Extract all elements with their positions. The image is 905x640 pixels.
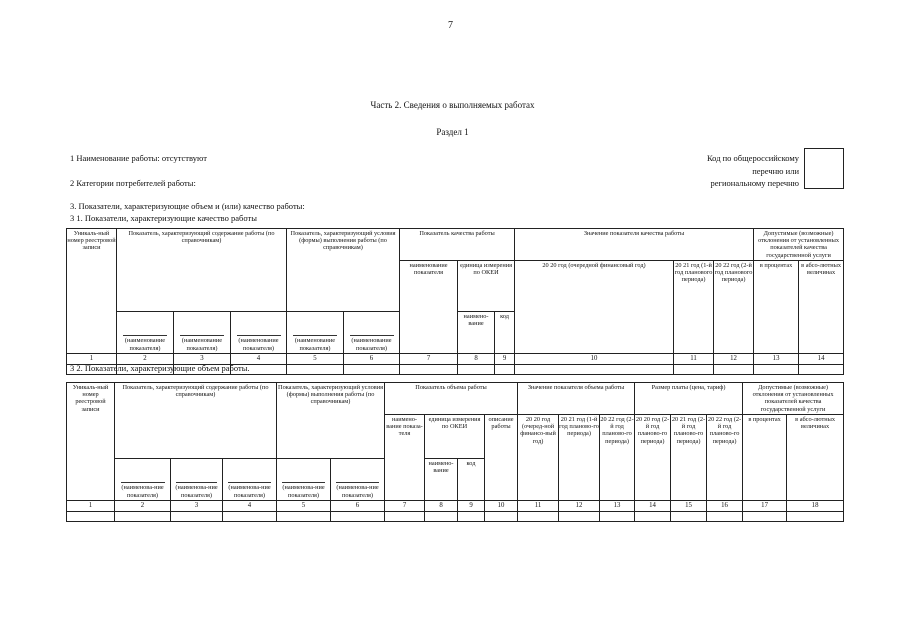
t1-head-value: Значение показателя качества работы xyxy=(515,229,754,261)
t2-head-f3: 20 22 год (2-й год планово-го периода) xyxy=(707,414,743,500)
t2-num: 2 xyxy=(115,500,171,511)
t1-param-5: (наименование показателя) xyxy=(344,311,400,353)
section-title: Раздел 1 xyxy=(436,127,469,137)
t1-head-unit: единица измерения по ОКЕИ xyxy=(458,260,515,311)
t2-param-4: (наименова-ние показателя) xyxy=(277,458,331,500)
t1-head-name: наименование показателя xyxy=(400,260,458,353)
t1-head-content: Показатель, характеризующий содержание работы (по справочникам) xyxy=(117,229,287,312)
code-label-1: Код по общероссийскому xyxy=(706,153,799,163)
code-box[interactable] xyxy=(804,148,844,189)
t1-num: 8 xyxy=(458,353,495,364)
volume-heading: 3 2. Показатели, характеризующие объем работы. xyxy=(70,363,250,373)
t2-num: 4 xyxy=(223,500,277,511)
t2-num: 5 xyxy=(277,500,331,511)
t2-num: 17 xyxy=(743,500,787,511)
t2-head-desc: описание работы xyxy=(485,414,518,500)
t1-head-unique: Уникаль-ный номер реестровой записи xyxy=(67,229,117,354)
t1-num: 3 xyxy=(174,353,231,364)
work-name-line: 1 Наименование работы: отсутствуют xyxy=(70,153,207,163)
t1-head-conditions: Показатель, характеризующий условия (формы) выполнения работы (по справочникам) xyxy=(287,229,400,312)
t2-num: 8 xyxy=(425,500,458,511)
t2-num: 12 xyxy=(559,500,600,511)
code-label-2: перечню или xyxy=(752,166,799,176)
t2-head-absolute: в абсо-лютных величинах xyxy=(787,414,844,500)
t1-head-year1: 20 20 год (очередной финансовый год) xyxy=(515,260,674,353)
t1-head-year3: 20 22 год (2-й год планового периода) xyxy=(714,260,754,353)
t2-head-percent: в процентах xyxy=(743,414,787,500)
t1-head-year2: 20 21 год (1-й год планового периода) xyxy=(674,260,714,353)
t2-num: 3 xyxy=(171,500,223,511)
page-number: 7 xyxy=(448,20,453,31)
t2-head-allowed: Допустимые (возможные) отклонения от установленных показателей качества государственной услуги xyxy=(743,383,844,415)
t2-num: 16 xyxy=(707,500,743,511)
t2-head-unit-code: код xyxy=(458,458,485,500)
t2-head-f2: 20 21 год (2-й год планово-го периода) xyxy=(671,414,707,500)
indicators-heading: 3. Показатели, характеризующие объем и (или) качество работы: xyxy=(70,201,305,211)
t2-head-volume: Показатель объема работы xyxy=(385,383,518,415)
t1-param-3: (наименование показателя) xyxy=(231,311,287,353)
t1-head-absolute: в абсо-лютных величинах xyxy=(799,260,844,353)
t2-num: 6 xyxy=(331,500,385,511)
t1-num: 10 xyxy=(515,353,674,364)
t1-head-allowed: Допустимые (возможные) отклонения от установленных показателей качества государственной услуги xyxy=(754,229,844,261)
t2-num: 9 xyxy=(458,500,485,511)
t2-num: 11 xyxy=(518,500,559,511)
code-label-3: региональному перечню xyxy=(710,178,799,188)
t2-num: 18 xyxy=(787,500,844,511)
t2-head-v3: 20 22 год (2-й год планово-го периода) xyxy=(600,414,635,500)
t1-num: 1 xyxy=(67,353,117,364)
t1-num: 12 xyxy=(714,353,754,364)
t2-num: 1 xyxy=(67,500,115,511)
part-title: Часть 2. Сведения о выполняемых работах xyxy=(370,100,535,110)
t1-num: 11 xyxy=(674,353,714,364)
t2-head-conditions: Показатель, характеризующий условия (формы) выполнения работы (по справочникам) xyxy=(277,383,385,459)
t2-num: 14 xyxy=(635,500,671,511)
t2-param-5: (наименова-ние показателя) xyxy=(331,458,385,500)
t1-num: 4 xyxy=(231,353,287,364)
t1-head-unit-code: код xyxy=(495,311,515,353)
t2-head-unique: Уникаль-ный номер реестровой записи xyxy=(67,383,115,501)
t2-num: 15 xyxy=(671,500,707,511)
t2-head-name: наимено-вание показа-теля xyxy=(385,414,425,500)
t1-head-percent: в процентах xyxy=(754,260,799,353)
t1-num: 9 xyxy=(495,353,515,364)
t2-param-1: (наименова-ние показателя) xyxy=(115,458,171,500)
t1-num: 2 xyxy=(117,353,174,364)
quality-table xyxy=(66,228,844,375)
t1-num: 13 xyxy=(754,353,799,364)
t1-param-2: (наименование показателя) xyxy=(174,311,231,353)
t1-num: 14 xyxy=(799,353,844,364)
volume-table xyxy=(66,382,844,522)
t2-num: 10 xyxy=(485,500,518,511)
t2-head-unit: единица измерения по ОКЕИ xyxy=(425,414,485,458)
t1-head-quality: Показатель качества работы xyxy=(400,229,515,261)
t1-param-4: (наименование показателя) xyxy=(287,311,344,353)
t2-num: 13 xyxy=(600,500,635,511)
t2-head-unit-name: наимено-вание xyxy=(425,458,458,500)
t1-head-unit-name: наимено-вание xyxy=(458,311,495,353)
t2-num: 7 xyxy=(385,500,425,511)
consumer-category-line: 2 Категории потребителей работы: xyxy=(70,178,196,188)
t2-param-2: (наименова-ние показателя) xyxy=(171,458,223,500)
t2-param-3: (наименова-ние показателя) xyxy=(223,458,277,500)
quality-heading: 3 1. Показатели, характеризующие качество работы xyxy=(70,213,257,223)
t1-num: 7 xyxy=(400,353,458,364)
t2-head-fee: Размер платы (цена, тариф) xyxy=(635,383,743,415)
t2-head-content: Показатель, характеризующий содержание работы (по справочникам) xyxy=(115,383,277,459)
t2-head-value: Значение показателя объема работы xyxy=(518,383,635,415)
t2-head-v2: 20 21 год (1-й год планово-го периода) xyxy=(559,414,600,500)
t1-num: 6 xyxy=(344,353,400,364)
t1-param-1: (наименование показателя) xyxy=(117,311,174,353)
t2-empty-row xyxy=(67,511,844,521)
t2-head-v1: 20 20 год (очеред-ной финансо-вый год) xyxy=(518,414,559,500)
t2-head-f1: 20 20 год (2-й год планово-го периода) xyxy=(635,414,671,500)
t1-num: 5 xyxy=(287,353,344,364)
